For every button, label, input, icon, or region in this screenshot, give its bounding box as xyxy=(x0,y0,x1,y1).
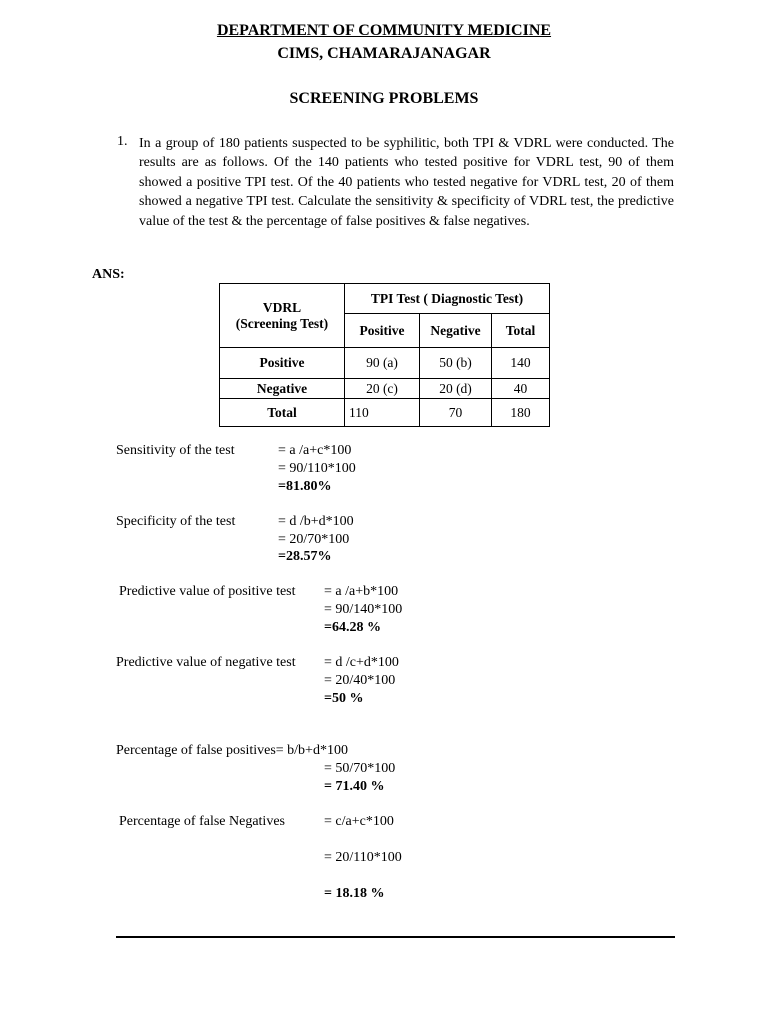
answer-label: ANS: xyxy=(92,267,125,282)
table-row xyxy=(220,348,550,379)
ppv-substitution: = 90/140*100 xyxy=(324,602,403,617)
table-cell: 70 xyxy=(420,399,492,427)
row-header-cell xyxy=(220,284,345,348)
false-negatives-formula: = c/a+c*100 xyxy=(324,814,394,829)
row-label: Negative xyxy=(220,379,345,399)
false-positives-result: = 71.40 % xyxy=(324,779,385,794)
specificity-label: Specificity of the test xyxy=(116,514,236,529)
false-negatives-result: = 18.18 % xyxy=(324,886,385,901)
false-negatives-label: Percentage of false Negatives xyxy=(119,814,285,829)
ppv-formula: = a /a+b*100 xyxy=(324,584,399,599)
sensitivity-formula: = a /a+c*100 xyxy=(278,443,352,458)
npv-substitution: = 20/40*100 xyxy=(324,673,396,688)
npv-label: Predictive value of negative test xyxy=(116,655,296,670)
col-header-total: Total xyxy=(492,314,550,348)
specificity-formula: = d /b+d*100 xyxy=(278,514,354,529)
table-cell: 110 xyxy=(345,399,420,427)
department-heading: DEPARTMENT OF COMMUNITY MEDICINE xyxy=(216,22,552,39)
false-positives-substitution: = 50/70*100 xyxy=(324,761,396,776)
row-label: Positive xyxy=(220,348,345,379)
table-cell: 50 (b) xyxy=(420,348,492,379)
ppv-result: =64.28 % xyxy=(324,620,381,635)
npv-formula: = d /c+d*100 xyxy=(324,655,399,670)
col-header-positive: Positive xyxy=(345,314,420,348)
row-header-line1: VDRL xyxy=(262,299,302,315)
question-text: In a group of 180 patients suspected to be syphilitic, both TPI & VDRL were conducted. The results are as follows. Of the 140 patients who tested positive for VDRL test, 90 of them showed a positive TPI test. Of the 40 patients who tested negative for VDRL test, 20 of them showed a negative TPI test. Calculate the sensitivity & specificity of VDRL test, the predictive value of the test & the percentage of false positives & false negatives. xyxy=(139,136,674,229)
sensitivity-result: =81.80% xyxy=(278,479,332,494)
institution-heading: CIMS, CHAMARAJANAGAR xyxy=(277,45,491,62)
table-row xyxy=(220,399,550,427)
table-cell: 40 xyxy=(492,379,550,399)
table-cell: 20 (d) xyxy=(420,379,492,399)
sensitivity-substitution: = 90/110*100 xyxy=(278,461,356,476)
false-negatives-substitution: = 20/110*100 xyxy=(324,850,402,865)
row-label: Total xyxy=(220,399,345,427)
ppv-label: Predictive value of positive test xyxy=(119,584,296,599)
bottom-rule xyxy=(116,936,675,938)
false-positives-label: Percentage of false positives= b/b+d*100 xyxy=(116,743,348,758)
contingency-table xyxy=(219,283,550,427)
specificity-substitution: = 20/70*100 xyxy=(278,532,350,547)
table-cell: 90 (a) xyxy=(345,348,420,379)
row-header-line2: (Screening Test) xyxy=(235,315,329,331)
col-header-negative: Negative xyxy=(420,314,492,348)
table-cell: 180 xyxy=(492,399,550,427)
npv-result: =50 % xyxy=(324,691,364,706)
specificity-result: =28.57% xyxy=(278,549,332,564)
sensitivity-label: Sensitivity of the test xyxy=(116,443,235,458)
table-row xyxy=(220,379,550,399)
table-cell: 20 (c) xyxy=(345,379,420,399)
table-cell: 140 xyxy=(492,348,550,379)
question-number: 1. xyxy=(117,134,128,149)
column-group-header: TPI Test ( Diagnostic Test) xyxy=(345,284,550,314)
page-title: SCREENING PROBLEMS xyxy=(289,90,479,107)
